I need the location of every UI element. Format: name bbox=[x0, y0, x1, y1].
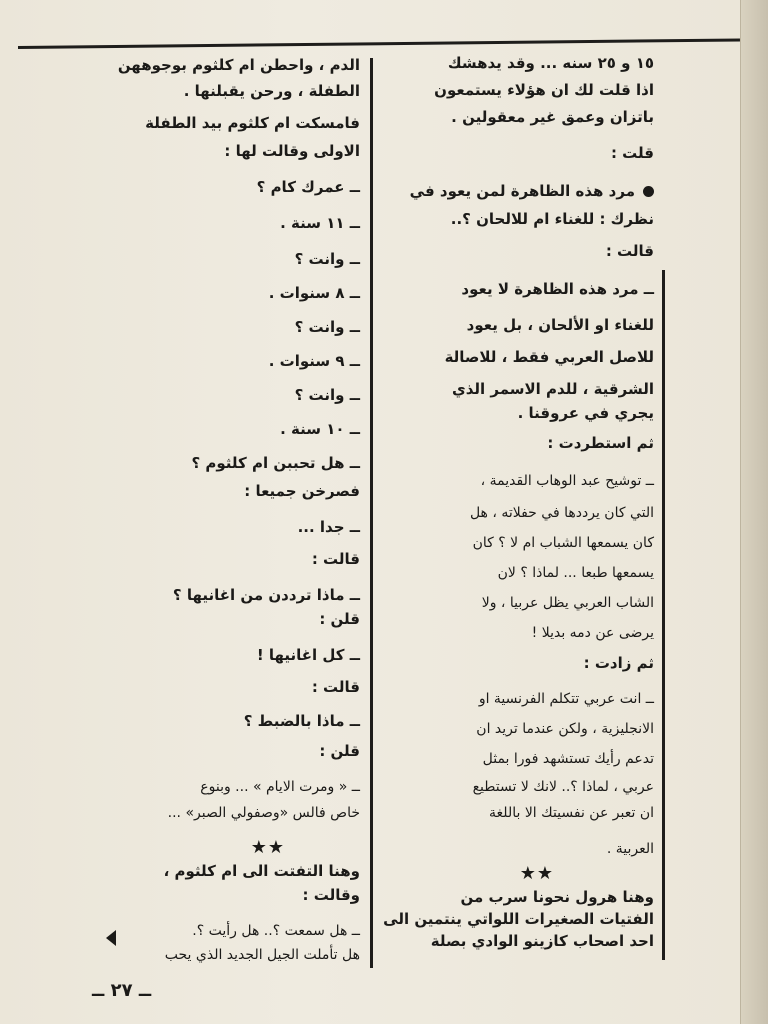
text-line: ــ مرد هذه الظاهرة لا يعود bbox=[461, 280, 654, 298]
text-line: كان يسمعها الشباب ام لا ؟ كان bbox=[472, 535, 654, 551]
text-line: التي كان يرددها في حفلاته ، هل bbox=[469, 505, 654, 521]
text-line: للاصل العربي فقط ، للاصالة bbox=[444, 348, 654, 366]
text-line: فامسكت ام كلثوم بيد الطفلة bbox=[145, 114, 360, 132]
text-line: الدم ، واحطن ام كلثوم بوجوههن bbox=[117, 56, 360, 74]
text-line: ثم استطردت : bbox=[547, 434, 654, 452]
text-line: قالت : bbox=[605, 242, 654, 260]
text-line: خاص فالس «وصفولي الصبر» ... bbox=[167, 805, 360, 821]
text-line: ــ ١٠ سنة . bbox=[280, 420, 360, 438]
text-line: الانجليزية ، ولكن عندما تريد ان bbox=[476, 721, 654, 737]
text-line: ١٥ و ٢٥ سنه ... وقد يدهشك bbox=[447, 54, 654, 72]
text-line: وهنا هرول نحونا سرب من bbox=[460, 888, 654, 906]
text-line: باتزان وعمق غير معقولين . bbox=[451, 108, 654, 126]
section-stars: ★★ bbox=[519, 863, 554, 884]
text-line: وقالت : bbox=[302, 886, 360, 904]
text-line: ثم زادت : bbox=[583, 654, 654, 672]
text-line: ــ ماذا ترددن من اغانيها ؟ bbox=[172, 586, 360, 604]
text-line: قلن : bbox=[319, 610, 360, 628]
text-line: الطفلة ، ورحن يقبلنها . bbox=[183, 82, 360, 100]
text-line: قلت : bbox=[610, 144, 654, 162]
page-number: ــ ٢٧ ــ bbox=[92, 980, 152, 1001]
text-line: ــ ٩ سنوات . bbox=[268, 352, 360, 370]
text-line: العربية . bbox=[606, 841, 654, 857]
text-line: الشرقية ، للدم الاسمر الذي bbox=[451, 380, 654, 398]
text-line: الشاب العربي يظل عربيا ، ولا bbox=[481, 595, 654, 611]
text-line: قلن : bbox=[319, 742, 360, 760]
text-line: قالت : bbox=[311, 550, 360, 568]
text-line: ــ ١١ سنة . bbox=[280, 214, 360, 232]
text-line: ــ وانت ؟ bbox=[294, 318, 360, 336]
text-line: فصرخن جميعا : bbox=[244, 482, 360, 500]
section-stars: ★★ bbox=[250, 837, 285, 858]
page-edge bbox=[740, 0, 768, 1024]
text-line: الفتيات الصغيرات اللواتي ينتمين الى bbox=[383, 910, 654, 928]
text-line: ــ هل تحببن ام كلثوم ؟ bbox=[191, 454, 360, 472]
text-line: ــ توشيح عبد الوهاب القديمة ، bbox=[480, 473, 654, 489]
text-line: نظرك : للغناء ام للالحان ؟.. bbox=[450, 210, 654, 228]
text-line: ــ وانت ؟ bbox=[294, 386, 360, 404]
text-line: ــ عمرك كام ؟ bbox=[256, 178, 360, 196]
text-line: ــ ٨ سنوات . bbox=[268, 284, 360, 302]
text-line: ــ انت عربي تتكلم الفرنسية او bbox=[478, 691, 654, 707]
text-line: هل تأملت الجيل الجديد الذي يحب bbox=[164, 947, 360, 963]
text-line: وهنا التفتت الى ام كلثوم ، bbox=[163, 862, 360, 880]
right-margin-rule bbox=[662, 270, 665, 960]
text-line: ــ جدا ... bbox=[297, 518, 360, 536]
text-line: تدعم رأيك تستشهد فورا بمثل bbox=[482, 751, 654, 767]
text-line: يسمعها طبعا ... لماذا ؟ لان bbox=[497, 565, 654, 581]
column-divider bbox=[370, 58, 373, 968]
text-line: للغناء او الألحان ، بل يعود bbox=[466, 316, 654, 334]
text-line: ــ كل اغانيها ! bbox=[256, 646, 360, 664]
bullet-icon bbox=[643, 186, 654, 197]
text-line: يجري في عروقنا . bbox=[517, 404, 654, 422]
text-line: اذا قلت لك ان هؤلاء يستمعون bbox=[434, 81, 654, 99]
text-line: ــ هل سمعت ؟.. هل رأيت ؟. bbox=[192, 923, 360, 939]
text-line: قالت : bbox=[311, 678, 360, 696]
text-line: مرد هذه الظاهرة لمن يعود في bbox=[410, 182, 654, 202]
text-line: عربي ، لماذا ؟.. لانك لا تستطيع bbox=[472, 779, 654, 795]
text-line: يرضى عن دمه بديلا ! bbox=[531, 625, 654, 641]
text-line: ــ « ومرت الايام » ... وبنوع bbox=[200, 779, 360, 795]
continue-arrow-icon bbox=[106, 930, 116, 946]
text-line: ان تعبر عن نفسيتك الا باللغة bbox=[489, 805, 654, 821]
text-line: احد اصحاب كازينو الوادي بصلة bbox=[430, 932, 654, 950]
text-line: ــ وانت ؟ bbox=[294, 250, 360, 268]
text-line: الاولى وقالت لها : bbox=[224, 142, 360, 160]
text-line: ــ ماذا بالضبط ؟ bbox=[243, 712, 360, 730]
